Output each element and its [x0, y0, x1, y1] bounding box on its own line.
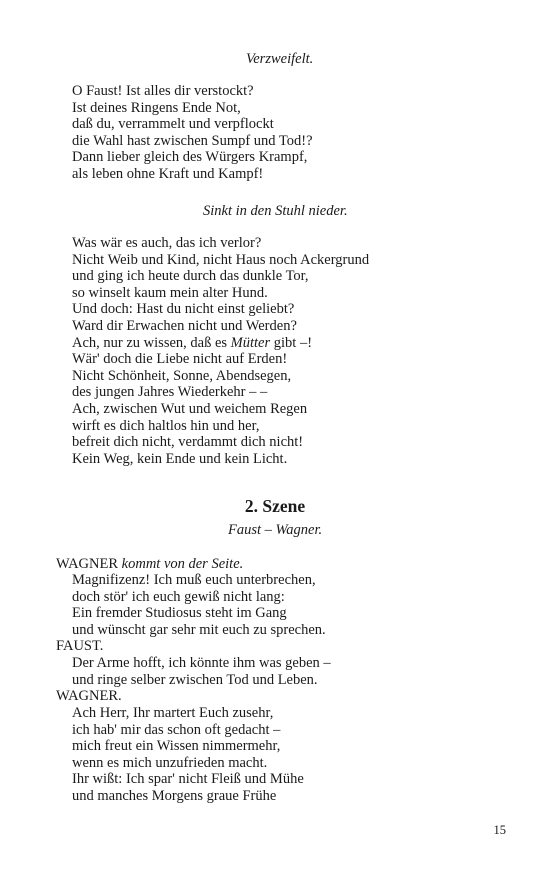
verse-line: Nicht Weib und Kind, nicht Haus noch Ackergrund	[72, 251, 370, 268]
speaker-wagner-1	[56, 556, 243, 572]
verse-line: wenn es mich unzufrieden macht.	[72, 754, 268, 771]
verse-line: als leben ohne Kraft und Kampf!	[72, 165, 264, 182]
stanza-1	[72, 83, 313, 183]
verse-line: wirft es dich haltlos hin und her,	[72, 417, 260, 434]
verse-line: und ringe selber zwischen Tod und Leben.	[72, 671, 318, 688]
verse-line: Und doch: Hast du nicht einst geliebt?	[72, 301, 295, 318]
speaker-faust: FAUST.	[56, 638, 104, 654]
verse-line: Magnifizenz! Ich muß euch unterbrechen,	[72, 572, 316, 588]
verse-line: und manches Morgens graue Frühe	[72, 787, 277, 804]
verse-line: Ein fremder Studiosus steht im Gang	[72, 605, 287, 622]
verse-line	[72, 335, 369, 352]
verse-line: mich freut ein Wissen nimmermehr,	[72, 738, 281, 755]
stage-direction-sinks-into-chair: Sinkt in den Stuhl nieder.	[203, 203, 348, 219]
verse-line: Ward dir Erwachen nicht und Werden?	[72, 317, 297, 334]
speech-wagner-1-lines	[72, 572, 326, 638]
page-number: 15	[493, 823, 506, 837]
scene-title: 2. Szene	[244, 496, 306, 516]
speech-faust-lines	[72, 655, 331, 688]
verse-line: daß du, verrammelt und verpflockt	[72, 116, 274, 133]
verse-line: Nicht Schönheit, Sonne, Abendsegen,	[72, 367, 292, 384]
verse-line-text: gibt –!	[270, 334, 313, 351]
verse-line: befreit dich nicht, verdammt dich nicht!	[72, 434, 304, 451]
verse-line: des jungen Jahres Wiederkehr – –	[72, 384, 268, 401]
verse-line: Ihr wißt: Ich spar' nicht Fleiß und Mühe	[72, 771, 304, 788]
scene-characters: Faust – Wagner.	[228, 522, 323, 538]
speaker-direction: kommt von der Seite.	[121, 556, 244, 572]
verse-line: Kein Weg, kein Ende und kein Licht.	[72, 450, 288, 467]
stage-direction-despairing: Verzweifelt.	[246, 51, 314, 67]
verse-line: Ach Herr, Ihr martert Euch zusehr,	[72, 705, 274, 721]
verse-line: Ach, zwischen Wut und weichem Regen	[72, 400, 308, 417]
verse-line-emphasis: Mütter	[230, 334, 271, 351]
verse-line: Wär' doch die Liebe nicht auf Erden!	[72, 351, 288, 368]
verse-line: Ist deines Ringens Ende Not,	[72, 99, 241, 116]
verse-line: Der Arme hofft, ich könnte ihm was geben –	[72, 655, 331, 671]
verse-line: O Faust! Ist alles dir verstockt?	[72, 83, 254, 99]
verse-line: so winselt kaum mein alter Hund.	[72, 284, 268, 301]
speaker-wagner-2: WAGNER.	[56, 688, 122, 704]
verse-line: und wünscht gar sehr mit euch zu sprechen.	[72, 621, 326, 638]
verse-line: Was wär es auch, das ich verlor?	[72, 235, 262, 251]
verse-line: doch stör' ich euch gewiß nicht lang:	[72, 588, 285, 605]
verse-line-text: Ach, nur zu wissen, daß es	[72, 334, 231, 351]
verse-line: ich hab' mir das schon oft gedacht –	[72, 721, 281, 738]
speaker-name: WAGNER	[56, 556, 119, 572]
stanza-2	[72, 235, 369, 467]
verse-line: Dann lieber gleich des Würgers Krampf,	[72, 149, 308, 166]
verse-line: die Wahl hast zwischen Sumpf und Tod!?	[72, 132, 313, 149]
verse-line: und ging ich heute durch das dunkle Tor,	[72, 268, 309, 285]
speech-wagner-2-lines	[72, 705, 304, 805]
